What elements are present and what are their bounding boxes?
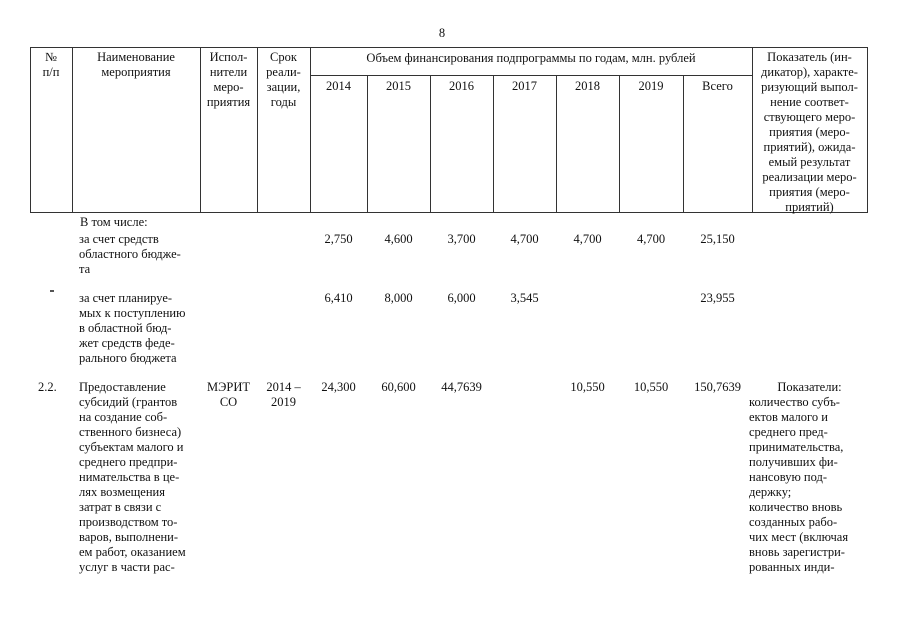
item-number: 2.2. bbox=[38, 380, 57, 394]
item-value-total: 150,7639 bbox=[694, 380, 741, 394]
item-value-2015: 60,600 bbox=[381, 380, 416, 394]
regional-value-2014: 2,750 bbox=[324, 232, 353, 246]
item-indicator-text: количество субъ- ектов малого и среднего пред- принимательства, получивших фи- нансовую под- держку; количество вновь созданных рабо- чих мест (включая вновь зарегистри- рованных инди- bbox=[749, 395, 849, 574]
federal-value-2015: 8,000 bbox=[384, 291, 413, 305]
stray-mark bbox=[50, 290, 54, 292]
header-year-2016: 2016 bbox=[449, 79, 474, 93]
item-value-2014: 24,300 bbox=[321, 380, 356, 394]
header-year-2017: 2017 bbox=[512, 79, 537, 93]
header-col-financing: Объем финансирования подпрограммы по годам, млн. рублей bbox=[366, 51, 696, 65]
header-year-2019: 2019 bbox=[638, 79, 664, 93]
header-col-number: № п/п bbox=[42, 50, 60, 79]
federal-value-2014: 6,410 bbox=[324, 291, 353, 305]
item-value-2016: 44,7639 bbox=[441, 380, 482, 394]
federal-budget-label: за счет планируе- мых к поступлению в областной бюд- жет средств феде- рального бюджета bbox=[79, 291, 186, 365]
federal-value-total: 23,955 bbox=[700, 291, 735, 305]
header-year-2018: 2018 bbox=[575, 79, 600, 93]
regional-value-2016: 3,700 bbox=[447, 232, 476, 246]
item-value-2019: 10,550 bbox=[633, 380, 669, 394]
header-year-2014: 2014 bbox=[326, 79, 351, 93]
header-total: Всего bbox=[702, 79, 733, 93]
page-number: 8 bbox=[438, 26, 446, 40]
item-indicator-title: Показатели: bbox=[777, 380, 842, 394]
including-label: В том числе: bbox=[80, 215, 148, 229]
item-executor: МЭРИТ СО bbox=[207, 380, 250, 409]
header-col-term: Срок реали- зации, годы bbox=[266, 50, 301, 109]
federal-value-2016: 6,000 bbox=[447, 291, 476, 305]
header-col-executor: Испол- нители меро- приятия bbox=[206, 50, 251, 109]
federal-value-2017: 3,545 bbox=[510, 291, 539, 305]
item-value-2018: 10,550 bbox=[570, 380, 605, 394]
regional-value-2017: 4,700 bbox=[510, 232, 539, 246]
regional-value-2019: 4,700 bbox=[636, 232, 666, 246]
header-col-indicator: Показатель (ин- дикатор), характе- ризующий выпол- нение соответ- ствующего меро- приятия (меро- приятий), ожида- емый результат реализации меро- приятия (меро- приятий) bbox=[761, 50, 858, 214]
regional-value-2015: 4,600 bbox=[384, 232, 413, 246]
regional-budget-label: за счет средств областного бюдже- та bbox=[79, 232, 181, 276]
header-col-name: Наименование мероприятия bbox=[97, 50, 175, 79]
regional-value-total: 25,150 bbox=[700, 232, 735, 246]
header-year-2015: 2015 bbox=[386, 79, 411, 93]
item-term: 2014 – 2019 bbox=[266, 380, 301, 409]
regional-value-2018: 4,700 bbox=[573, 232, 602, 246]
item-name: Предоставление субсидий (грантов на создание соб- ственного бизнеса) субъектам малого и среднего предпри- нимательства в це- лях возмещения затрат в связи с производством то- варов, выполнени- ем работ, оказанием услуг в части рас- bbox=[79, 380, 186, 574]
